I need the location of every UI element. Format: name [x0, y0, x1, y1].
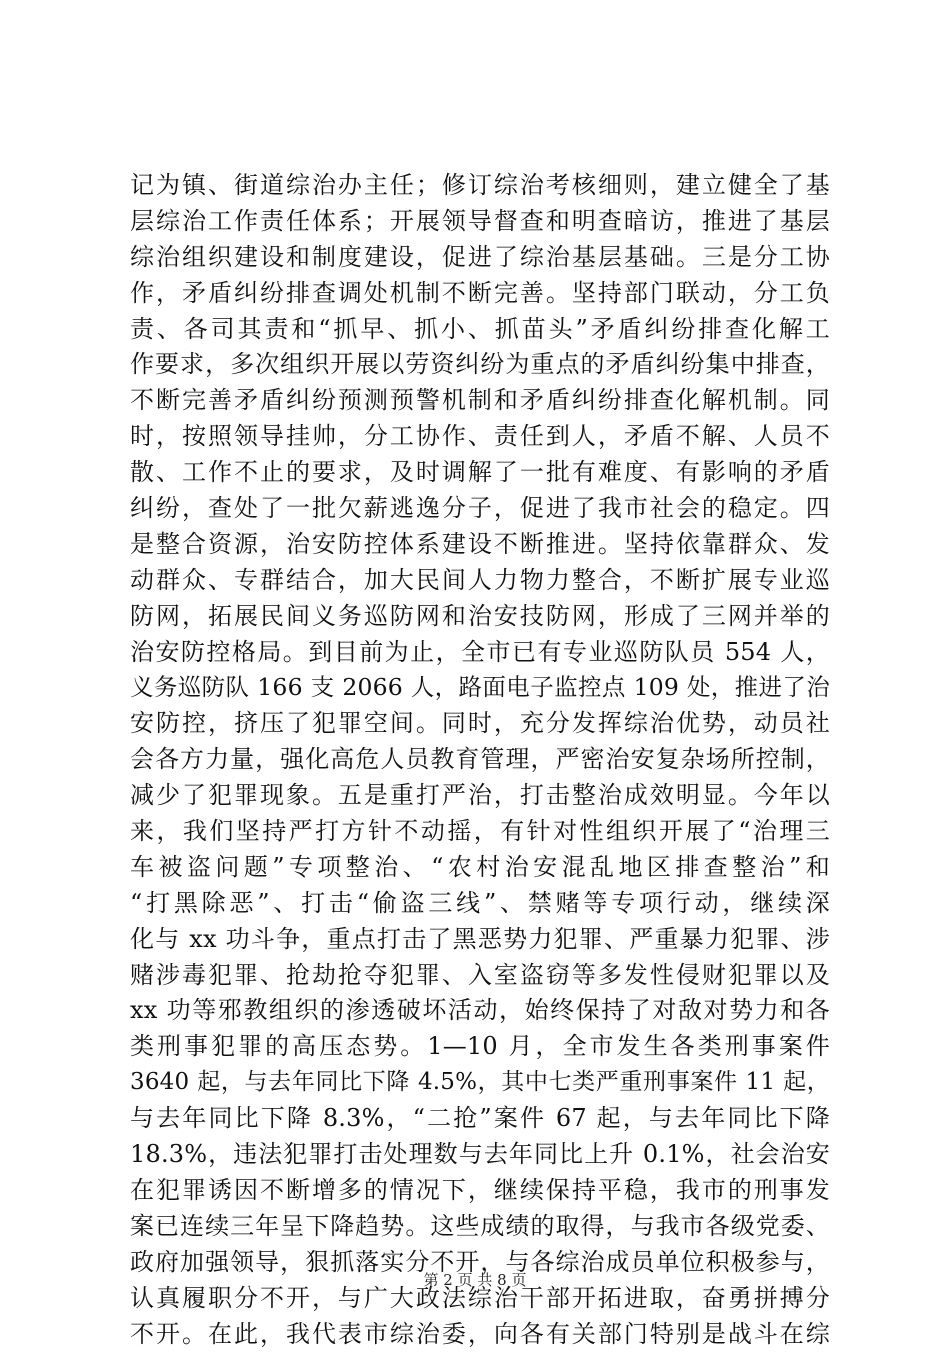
text-line: 作，矛盾纠纷排查调处机制不断完善。坚持部门联动，分工负: [130, 276, 830, 312]
text-line: 18.3%，违法犯罪打击处理数与去年同比上升 0.1%，社会治安: [130, 1137, 830, 1173]
text-line: “打黑除恶”、打击“偷盗三线”、禁赌等专项行动，继续深: [130, 886, 830, 922]
text-line: 动群众、专群结合，加大民间人力物力整合，不断扩展专业巡: [130, 563, 830, 599]
text-line: 车被盗问题”专项整治、“农村治安混乱地区排查整治”和: [130, 850, 830, 886]
body-text: [130, 168, 830, 1352]
text-line: 记为镇、街道综治办主任；修订综治考核细则，建立健全了基: [130, 168, 830, 204]
text-line: 不断完善矛盾纠纷预测预警机制和矛盾纠纷排查化解机制。同: [130, 383, 830, 419]
text-line: 治安防控格局。到目前为止，全市已有专业巡防队员 554 人，: [130, 635, 830, 671]
text-line: 义务巡防队 166 支 2066 人，路面电子监控点 109 处，推进了治: [130, 670, 830, 706]
text-line: 散、工作不止的要求，及时调解了一批有难度、有影响的矛盾: [130, 455, 830, 491]
text-line: 防网，拓展民间义务巡防网和治安技防网，形成了三网并举的: [130, 599, 830, 635]
text-line: 不开。在此，我代表市综治委，向各有关部门特别是战斗在综: [130, 1317, 830, 1352]
text-line: 作要求，多次组织开展以劳资纠纷为重点的矛盾纠纷集中排查，: [130, 347, 830, 383]
text-line: 减少了犯罪现象。五是重打严治，打击整治成效明显。今年以: [130, 778, 830, 814]
text-line: 与去年同比下降 8.3%，“二抢”案件 67 起，与去年同比下降: [130, 1101, 830, 1137]
text-line: 会各方力量，强化高危人员教育管理，严密治安复杂场所控制，: [130, 742, 830, 778]
text-line: 综治组织建设和制度建设，促进了综治基层基础。三是分工协: [130, 240, 830, 276]
text-line: 时，按照领导挂帅，分工协作、责任到人，矛盾不解、人员不: [130, 419, 830, 455]
text-line: 化与 xx 功斗争，重点打击了黑恶势力犯罪、严重暴力犯罪、涉: [130, 922, 830, 958]
text-line: 来，我们坚持严打方针不动摇，有针对性组织开展了“治理三: [130, 814, 830, 850]
text-line: 类刑事犯罪的高压态势。1—10 月，全市发生各类刑事案件: [130, 1029, 830, 1065]
text-line: 3640 起，与去年同比下降 4.5%，其中七类严重刑事案件 11 起，: [130, 1065, 830, 1101]
text-line: 责、各司其责和“抓早、抓小、抓苗头”矛盾纠纷排查化解工: [130, 312, 830, 348]
text-line: xx 功等邪教组织的渗透破坏活动，始终保持了对敌对势力和各: [130, 993, 830, 1029]
text-line: 政府加强领导，狠抓落实分不开，与各综治成员单位积极参与，: [130, 1245, 830, 1281]
text-line: 案已连续三年呈下降趋势。这些成绩的取得，与我市各级党委、: [130, 1209, 830, 1245]
text-line: 赌涉毒犯罪、抢劫抢夺犯罪、入室盗窃等多发性侵财犯罪以及: [130, 958, 830, 994]
text-line: 是整合资源，治安防控体系建设不断推进。坚持依靠群众、发: [130, 527, 830, 563]
text-line: 安防控，挤压了犯罪空间。同时，充分发挥综治优势，动员社: [130, 706, 830, 742]
text-line: 纠纷，查处了一批欠薪逃逸分子，促进了我市社会的稳定。四: [130, 491, 830, 527]
text-line: 认真履职分不开，与广大政法综治干部开拓进取，奋勇拼搏分: [130, 1281, 830, 1317]
text-line: 层综治工作责任体系；开展领导督查和明查暗访，推进了基层: [130, 204, 830, 240]
page-number-footer: 第 2 页 共 8 页: [0, 1270, 950, 1290]
text-line: 在犯罪诱因不断增多的情况下，继续保持平稳，我市的刑事发: [130, 1173, 830, 1209]
